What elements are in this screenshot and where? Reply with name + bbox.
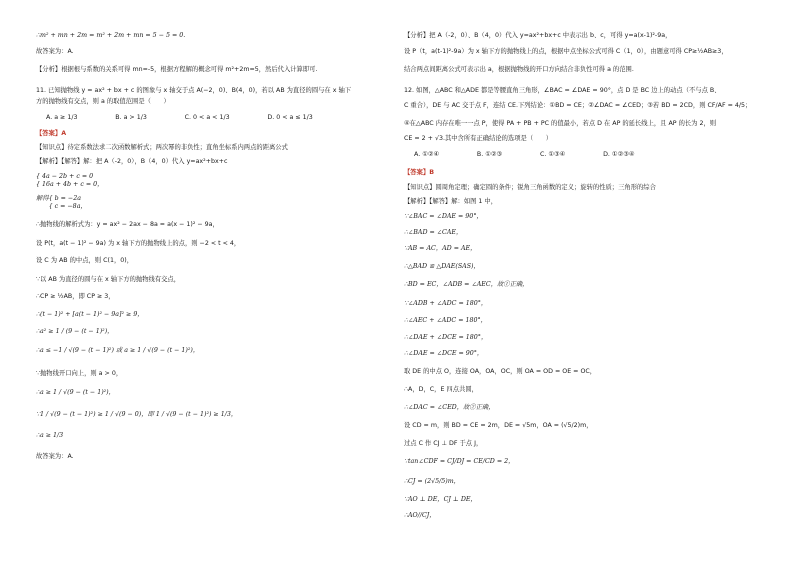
left-line: ∴a ≥ 1/3 bbox=[36, 432, 64, 439]
right-line: ∴AO//CJ， bbox=[404, 512, 436, 519]
left-line: 方的抛物线有交点，则 a 的取值范围是（ ） bbox=[36, 98, 170, 105]
left-line: ∴a ≥ 1 / √(9 − (t − 1)²)， bbox=[36, 389, 115, 396]
right-line: 【解析】【解答】解：如图 1 中， bbox=[404, 198, 498, 205]
right-line: ④在△ABC 内存在唯一一点 P，使得 PA + PB + PC 的值最小，若点 D 在 AP 的延长线上，且 AP 的长为 2，则 bbox=[404, 120, 717, 127]
right-line: 结合两点间距离公式可表示出 a，根据抛物线的开口方向结合非负性可得 a 的范围. bbox=[404, 66, 634, 73]
left-line: ∵抛物线开口向上，则 a > 0， bbox=[36, 370, 123, 377]
right-line: ∴BD = EC，∠ADB = ∠AEC，故①正确， bbox=[404, 281, 529, 288]
right-line: 过点 C 作 CJ ⊥ DF 于点 J， bbox=[404, 440, 483, 447]
right-line: CE = 2 + √3.其中含所有正确结论的选项是（ ） bbox=[404, 135, 553, 142]
right-line: ∵AB = AC，AD = AE， bbox=[404, 245, 477, 252]
left-line: ∵1 / √(9 − (t − 1)²) ≥ 1 / √(9 − 0)，即 1 / √(9 − (t − 1)²) ≥ 1/3， bbox=[36, 411, 238, 418]
right-line: 【答案】B bbox=[404, 169, 434, 176]
right-line: ∴∠DAE + ∠DCE = 180°， bbox=[404, 334, 488, 341]
left-line: A. a ≥ 1/3 B. a > 1/3 C. 0 < a < 1/3 D. 0 < a ≤ 1/3 bbox=[46, 114, 313, 121]
left-line: 【知识点】待定系数法求二次函数解析式；两次幂的非负性；直角坐标系内两点的距离公式 bbox=[36, 144, 288, 151]
left-line: ∴CP ≥ ½AB，即 CP ≥ 3， bbox=[36, 293, 115, 300]
right-line: 【知识点】圆周角定理；确定圆的条件；锐角三角函数的定义；旋转的性质；三角形的综合 bbox=[404, 184, 656, 191]
left-line: 【分析】根据根与系数的关系可得 mn=-5，根据方程解的概念可得 m²+2m=5，然后代入计算即可. bbox=[36, 66, 318, 73]
left-line: 11. 已知抛物线 y = ax² + bx + c 的图象与 x 轴交于点 A(−2，0)、B(4，0)，若以 AB 为直径的圆与在 x 轴下 bbox=[36, 87, 352, 94]
right-line: ∴∠DAE = ∠DCE = 90°， bbox=[404, 350, 484, 357]
right-line: 12. 如图，△ABC 和△ADE 都是等腰直角三角形，∠BAC = ∠DAE = 90°，点 D 是 BC 边上的动点（不与点 B、 bbox=[404, 87, 721, 94]
right-line: C 重合），DE 与 AC 交于点 F，连结 CE.下列结论：①BD = CE；②∠DAC = ∠CED；③若 BD = 2CD，则 CF/AF = 4/5； bbox=[404, 102, 752, 109]
right-line: ∵AO ⊥ DE，CJ ⊥ DE， bbox=[404, 496, 477, 503]
right-line: ∵∠BAC = ∠DAE = 90°， bbox=[404, 213, 483, 220]
left-line: ∴抛物线的解析式为：y = ax² − 2ax − 8a = a(x − 1)² − 9a， bbox=[36, 221, 219, 228]
right-line: A. ①②④ B. ①②③ C. ①③④ D. ①②③④ bbox=[414, 151, 635, 158]
right-line: ∴△BAD ≌ △DAE(SAS)， bbox=[404, 263, 480, 270]
left-line: ∵以 AB 为直径的圆与在 x 轴下方的抛物线有交点， bbox=[36, 276, 181, 283]
right-line: ∴CJ = (2√5/5)m， bbox=[404, 478, 460, 485]
left-line: ∴(t − 1)² + [a(t − 1)² − 9a]² ≥ 9， bbox=[36, 311, 144, 318]
right-line: ∴A，D，C，E 四点共圆， bbox=[404, 386, 478, 393]
left-line: 【解析】【解答】解：把 A（-2，0），B（4，0）代入 y=ax²+bx+c bbox=[36, 158, 228, 165]
left-line: { c = −8a， bbox=[36, 203, 87, 210]
left-line: 设 P(t，a(t − 1)² − 9a) 为 x 轴下方的抛物线上的点，则 −2 < t < 4， bbox=[36, 240, 241, 247]
left-line: 解得{ b = −2a bbox=[36, 195, 81, 202]
left-line: { 16a + 4b + c = 0， bbox=[36, 181, 104, 188]
right-line: ∴∠BAD = ∠CAE， bbox=[404, 229, 463, 236]
right-line: 设 P（t，a(t-1)²-9a）为 x 轴下方的抛物线上的点，根据中点坐标公式可得 C（1，0），由题意可得 CP≥½AB≥3， bbox=[404, 48, 728, 55]
right-line: ∵∠ADB + ∠ADC = 180°， bbox=[404, 300, 488, 307]
right-line: 设 CD = m，则 BD = CE = 2m，DE = √5m，OA = (√5/2)m， bbox=[404, 422, 593, 429]
left-line: 故答案为：A. bbox=[36, 48, 74, 55]
right-line: ∴∠AEC + ∠ADC = 180°， bbox=[404, 317, 487, 324]
left-line: 【答案】A bbox=[36, 130, 67, 137]
right-line: 【分析】把 A（-2，0）、B（4，0）代入 y=ax²+bx+c 中表示出 b、c，可得 y=a(x-1)²-9a， bbox=[404, 32, 672, 39]
left-line: ∴a² ≥ 1 / (9 − (t − 1)²)， bbox=[36, 328, 114, 335]
right-line: ∵tan∠CDF = CJ/DJ = CE/CD = 2， bbox=[404, 458, 515, 465]
left-line: { 4a − 2b + c = 0 bbox=[36, 173, 94, 180]
right-line: ∴∠DAC = ∠CED，故②正确， bbox=[404, 404, 495, 411]
left-line: 设 C 为 AB 的中点，则 C(1，0)， bbox=[36, 257, 134, 264]
left-line: ∴m² + mn + 2m = m² + 2m + mn = 5 − 5 = 0. bbox=[36, 32, 186, 39]
right-line: 取 DE 的中点 O，连接 OA，OA，OC，则 OA = OD = OE = OC， bbox=[404, 368, 597, 375]
left-line: ∴a ≤ −1 / √(9 − (t − 1)²) 或 a ≥ 1 / √(9 − (t − 1)²)， bbox=[36, 347, 200, 354]
left-line: 故答案为：A. bbox=[36, 453, 74, 460]
